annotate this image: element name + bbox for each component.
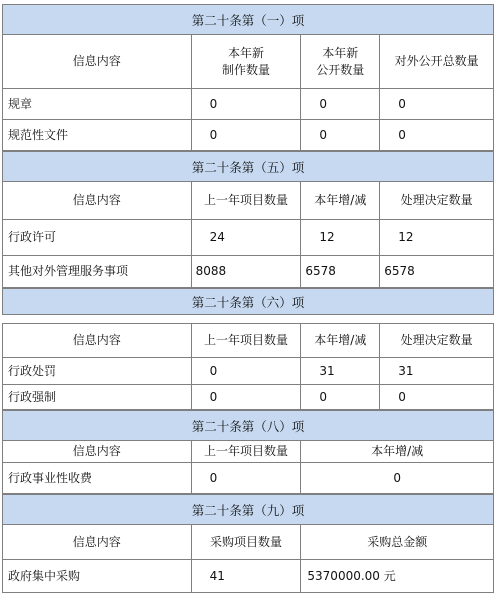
section-6 [2, 288, 494, 410]
header-cell: 本年新 制作数量 [192, 35, 302, 89]
header-row [2, 525, 494, 560]
header-cell: 本年增/减 [301, 441, 494, 463]
cell-value: 0 [301, 385, 380, 410]
header-cell: 采购总金额 [301, 525, 494, 560]
section-title: 第二十条第（八）项 [2, 410, 494, 441]
cell-value: 24 [192, 220, 302, 256]
section-8 [2, 410, 494, 494]
cell-value: 0 [380, 89, 494, 120]
header-row [2, 441, 494, 463]
table-row [2, 89, 494, 120]
row-label: 行政强制 [3, 385, 192, 410]
cell-value: 41 [192, 560, 302, 593]
cell-value: 0 [192, 463, 302, 494]
cell-value: 0 [380, 120, 494, 151]
header-cell: 本年增/减 [301, 324, 380, 358]
cell-value: 0 [301, 89, 380, 120]
row-label: 其他对外管理服务事项 [3, 256, 192, 288]
section-9 [2, 494, 494, 593]
row-label: 规章 [3, 89, 192, 120]
cell-value: 0 [301, 120, 380, 151]
cell-value: 6578 [380, 256, 494, 288]
cell-value: 0 [192, 120, 302, 151]
cell-value: 31 [301, 358, 380, 385]
header-cell: 信息内容 [3, 182, 192, 220]
header-cell: 上一年项目数量 [192, 441, 302, 463]
cell-value: 6578 [301, 256, 380, 288]
header-cell: 本年新 公开数量 [301, 35, 380, 89]
cell-value: 12 [301, 220, 380, 256]
header-cell: 信息内容 [3, 35, 192, 89]
cell-value: 0 [192, 89, 302, 120]
header-row [2, 323, 494, 358]
row-label: 行政事业性收费 [3, 463, 192, 494]
cell-value: 0 [192, 358, 302, 385]
cell-value: 0 [380, 385, 494, 410]
section-title: 第二十条第（一）项 [2, 4, 494, 35]
row-label: 规范性文件 [3, 120, 192, 151]
header-row [2, 35, 494, 89]
section-title: 第二十条第（九）项 [2, 494, 494, 525]
section-title: 第二十条第（六）项 [2, 288, 494, 315]
cell-value: 5370000.00 元 [301, 560, 494, 593]
cell-value: 8088 [192, 256, 302, 288]
section-1 [2, 4, 494, 151]
cell-value: 31 [380, 358, 494, 385]
table-row [2, 358, 494, 385]
table-row [2, 220, 494, 256]
header-cell: 本年增/减 [301, 182, 380, 220]
table-row [2, 560, 494, 593]
page-gap [2, 315, 494, 323]
cell-value: 0 [192, 385, 302, 410]
table-row [2, 120, 494, 151]
row-label: 行政处罚 [3, 358, 192, 385]
header-row [2, 182, 494, 220]
header-cell: 信息内容 [3, 324, 192, 358]
section-5 [2, 151, 494, 288]
header-cell: 对外公开总数量 [380, 35, 494, 89]
header-cell: 信息内容 [3, 441, 192, 463]
table-row [2, 256, 494, 288]
header-cell: 上一年项目数量 [192, 182, 302, 220]
disclosure-table [2, 4, 494, 593]
header-cell: 信息内容 [3, 525, 192, 560]
table-row [2, 463, 494, 494]
cell-value: 12 [380, 220, 494, 256]
row-label: 行政许可 [3, 220, 192, 256]
cell-value: 0 [301, 463, 494, 494]
header-cell: 采购项目数量 [192, 525, 302, 560]
header-cell: 处理决定数量 [380, 324, 494, 358]
header-cell: 上一年项目数量 [192, 324, 302, 358]
row-label: 政府集中采购 [3, 560, 192, 593]
section-title: 第二十条第（五）项 [2, 151, 494, 182]
table-row [2, 385, 494, 410]
header-cell: 处理决定数量 [380, 182, 494, 220]
